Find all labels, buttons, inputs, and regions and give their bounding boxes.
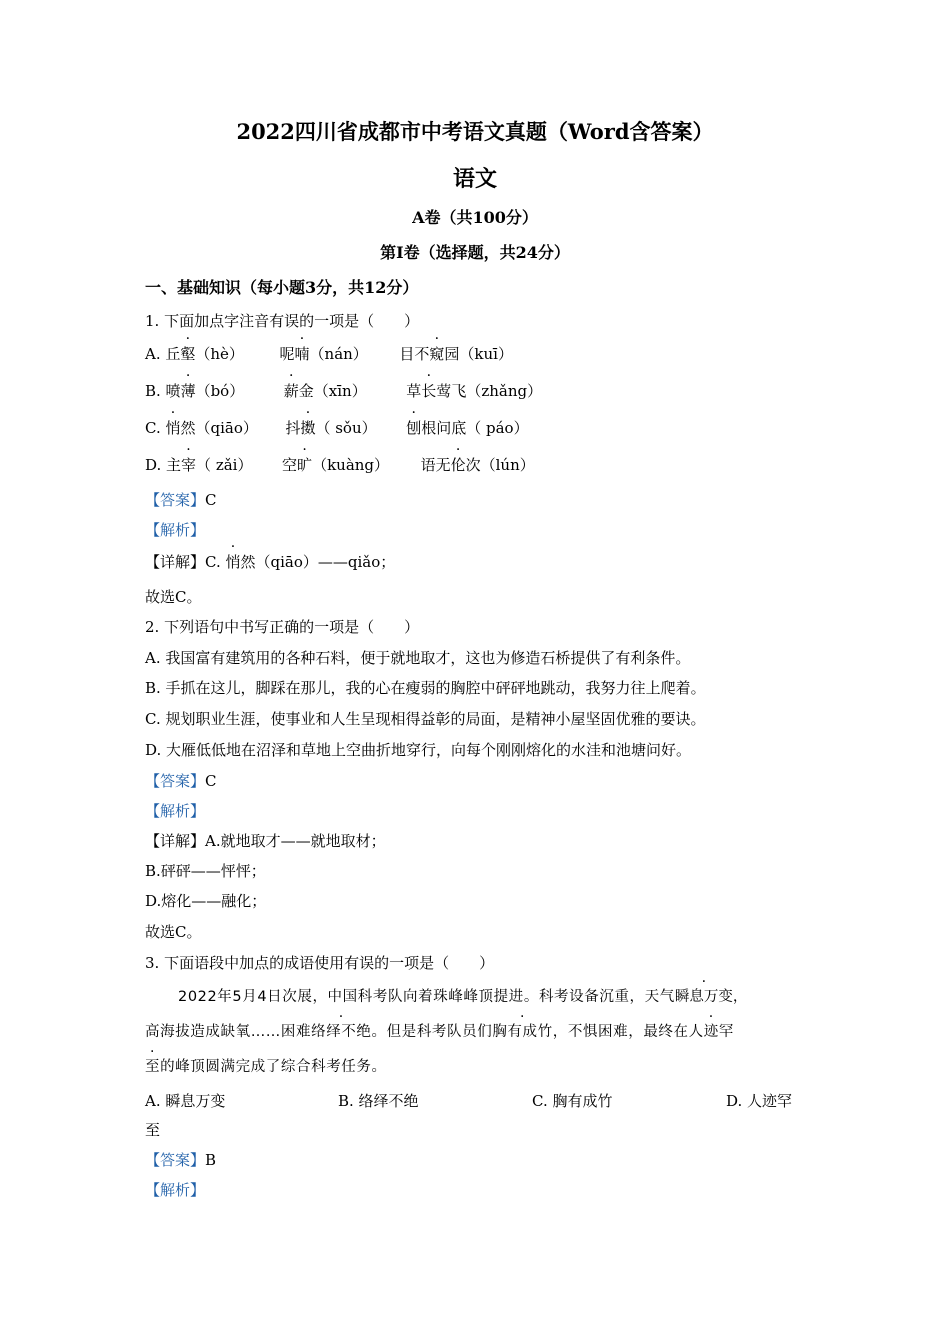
q3-analysis-tag: 【解析】 (145, 1181, 206, 1199)
q2-detail-2: B.砰砰——怦怦； (145, 862, 266, 880)
paper-heading: A卷（共100分） (412, 208, 538, 227)
q3-option-b: B. 络绎不绝 (338, 1092, 419, 1110)
q2-detail-3: D.熔化——融化； (145, 892, 267, 910)
q3-answer: 【答案】B (145, 1151, 217, 1169)
q1-detail: 【详解】C. 悄然（qiāo）——qiǎo； (145, 553, 396, 571)
q3-passage-line-1: 2022年5月4日次展，中国科考队向着珠峰峰顶提进。科考设备沉重，天气瞬息万变， (178, 989, 748, 1005)
section-heading: 一、基础知识（每小题3分，共12分） (145, 278, 419, 297)
q2-stem: 2. 下列语句中书写正确的一项是（ ） (145, 618, 420, 636)
q3-passage-line-2: 高海拔造成缺氧……困难络绎不绝。但是科考队员们胸有成竹，不惧困难，最终在人迹罕 (145, 1024, 734, 1040)
answer-tag: 【答案】 (145, 1151, 206, 1169)
q3-option-d-continued: 至 (145, 1121, 161, 1139)
q1-option-a: A. 丘壑（hè） 呢喃（nán） 目不窥园（kuī） (145, 345, 513, 363)
q3-option-a: A. 瞬息万变 (145, 1092, 226, 1110)
q2-option-b: B. 手抓在这儿，脚踩在那儿，我的心在瘦弱的胸腔中砰砰地跳动，我努力往上爬着。 (145, 679, 706, 697)
subject-title: 语文 (452, 166, 497, 192)
document-title: 2022四川省成都市中考语文真题（Word含答案） (236, 119, 714, 144)
q3-stem: 3. 下面语段中加点的成语使用有误的一项是（ ） (145, 954, 495, 972)
q1-analysis-tag: 【解析】 (145, 521, 206, 539)
q2-option-d: D. 大雁低低地在沼泽和草地上空曲折地穿行，向每个刚刚熔化的水洼和池塘问好。 (145, 741, 692, 759)
q2-conclusion: 故选C。 (145, 923, 202, 941)
answer-tag: 【答案】 (145, 772, 206, 790)
q3-passage-line-3: 至的峰顶圆满完成了综合科考任务。 (145, 1059, 387, 1075)
q1-option-c: C. 悄然（qiāo） 抖擞（ sǒu） 刨根问底（ páo） (145, 419, 529, 437)
q1-option-b: B. 喷薄（bó） 薪金（xīn） 草长莺飞（zhǎng） (145, 382, 543, 400)
q3-option-d: D. 人迹罕 (726, 1092, 793, 1110)
q2-detail-1: 【详解】A.就地取才——就地取材； (145, 832, 386, 850)
q1-answer: 【答案】C (145, 491, 217, 509)
q2-analysis-tag: 【解析】 (145, 802, 206, 820)
q2-option-c: C. 规划职业生涯，使事业和人生呈现相得益彰的局面，是精神小屋坚固优雅的要诀。 (145, 710, 706, 728)
q1-option-d: D. 主宰（ zǎi） 空旷（kuàng） 语无伦次（lún） (145, 456, 535, 474)
q3-option-c: C. 胸有成竹 (532, 1092, 613, 1110)
q2-option-a: A. 我国富有建筑用的各种石料，便于就地取才，这也为修造石桥提供了有利条件。 (145, 649, 691, 667)
q1-stem: 1. 下面加点字注音有误的一项是（ ） (145, 312, 420, 330)
q2-answer: 【答案】C (145, 772, 217, 790)
answer-tag: 【答案】 (145, 491, 206, 509)
part-heading: 第Ⅰ卷（选择题，共24分） (380, 243, 570, 262)
q1-conclusion: 故选C。 (145, 588, 202, 606)
